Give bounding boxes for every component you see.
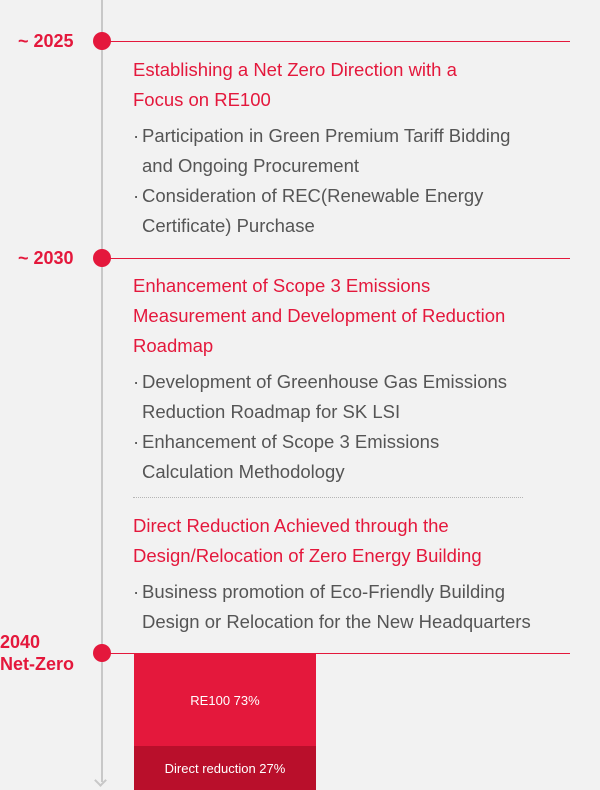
dotted-separator [133,497,523,498]
bar-label: Direct reduction 27% [164,760,286,776]
block-title [133,55,573,115]
item-line: Business promotion of Eco-Friendly Building [142,581,505,602]
roadmap-block-zero-energy-building [133,511,573,637]
title-line: Enhancement of Scope 3 Emissions [133,275,431,296]
re100-share-bar [134,654,316,746]
list-item [133,367,573,427]
block-list [133,121,573,241]
title-line: Roadmap [133,335,214,356]
bullet-icon: · [133,431,140,452]
block-list [133,367,573,487]
list-item [133,577,573,637]
milestone-label: ~ 2025 [18,31,74,51]
bullet-icon: · [133,581,140,602]
title-line: Measurement and Development of Reduction [133,305,506,326]
title-line: Establishing a Net Zero Direction with a [133,59,457,80]
title-line: Focus on RE100 [133,89,271,110]
item-line: Enhancement of Scope 3 Emissions [142,431,440,452]
roadmap-block-re100 [133,55,573,241]
milestone-divider [108,258,570,259]
bullet-icon: · [133,185,140,206]
roadmap-block-scope3 [133,271,573,487]
block-title [133,271,573,361]
direct-reduction-share-bar [134,746,316,790]
item-line: Calculation Methodology [142,461,345,482]
list-item [133,427,573,487]
item-line: Reduction Roadmap for SK LSI [142,401,401,422]
bullet-icon: · [133,125,140,146]
bullet-icon: · [133,371,140,392]
title-line: Design/Relocation of Zero Energy Building [133,545,482,566]
milestone-divider [108,41,570,42]
list-item [133,181,573,241]
block-list [133,577,573,637]
milestone-year: 2040 [0,632,41,652]
block-title [133,511,573,571]
list-item [133,121,573,181]
item-line: Participation in Green Premium Tariff Bidding [142,125,511,146]
item-line: Consideration of REC(Renewable Energy [142,185,484,206]
milestone-label: ~ 2030 [18,248,74,268]
arrow-down-icon [94,774,107,787]
milestone-net-zero: Net-Zero [0,654,75,674]
milestone-label [0,631,74,675]
title-line: Direct Reduction Achieved through the [133,515,449,536]
item-line: and Ongoing Procurement [142,155,359,176]
item-line: Development of Greenhouse Gas Emissions [142,371,508,392]
item-line: Design or Relocation for the New Headquarters [142,611,531,632]
item-line: Certificate) Purchase [142,215,315,236]
bar-label: RE100 73% [190,692,260,708]
